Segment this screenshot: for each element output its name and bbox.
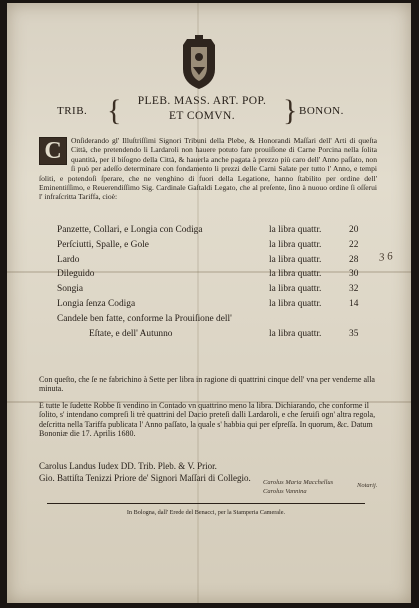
tariff-price: 35 [349, 328, 359, 339]
tariff-item: Eſtate, e dell' Autunno [89, 328, 173, 339]
tariff-item: Perſciutti, Spalle, e Gole [57, 239, 149, 250]
header-center-line: ET COMVN. [168, 110, 235, 122]
tariff-list [57, 225, 377, 343]
tariff-unit: la libra quattr. [269, 269, 322, 280]
preamble-text: Onſiderando gl' Illuſtriſſimi Signori Tribuni della Plebe, & Honorandi Maſſari dell' Arti di queſta Città, che pretendendo li Lardaroli non hauere potuto fare prouiſione di Carne Porcina nella ſolita quantità, per il biſogno della Città, & hauerla anche pagata à prezzo più caro dell' Anno paſſato, non ſi può per adeſſo determinare con fondamento li prezzi delle Carni Salate per tutto l' Anno, e tempi ſoliti, e potendoſi ſperare, che ne venghino di fuori della Legatione, hanno ſtabilito per ordine dell' Eminentiſſimo, e Reuerendiſſimo Sig. Cardinale Gaſtaldi Legato, che al preſente, ſino à nuouo ordine ſi oſſerui l' infraſcritta Tariffa, cioè: [39, 136, 377, 202]
handwritten-margin-note: 3 6 [378, 250, 394, 264]
tariff-unit: la libra quattr. [269, 239, 322, 250]
signatory-line: Gio. Battiſta Tenizzi Priore de' Signori Maſſari di Collegio. [39, 473, 251, 483]
tariff-row [57, 299, 377, 314]
tariff-unit: la libra quattr. [269, 328, 322, 339]
right-brace-icon: } [283, 94, 298, 127]
tariff-row [57, 255, 377, 270]
tariff-row [57, 240, 377, 255]
candle-paragraph: Con queſto, che ſe ne fabrichino à Sette per libra in ragione di quattrini cinque dell' vna per venderne alla minuta. [39, 375, 375, 394]
signatory-line: Carolus Landus Iudex DD. Trib. Pleb. & V. Prior. [39, 461, 217, 471]
tariff-price: 32 [349, 284, 359, 295]
tariff-row [57, 314, 377, 329]
tariff-price: 20 [349, 225, 359, 235]
proclamation-header [7, 93, 411, 133]
tariff-row [57, 329, 377, 344]
provisions-paragraph: E tutte le ſudette Robbe ſi vendino in Contado vn quattrino meno la libra. Dichiarando, che conforme il ſolito, s' intendano compreſi li trè quattrini del Dacio preteſi dalli Lardaroli, e che ſeruiſi ogn' altra regola, deſcritta nella Tariffa publicata l' Anno paſſato, la quale s' habbia qui per eſpreſſa. In quorum, &c. Datum Bononiæ die 17. Aprilis 1680. [39, 401, 376, 439]
notary-name: Carolus Maria Macchellus [263, 479, 334, 486]
tariff-item: Songia [57, 284, 84, 295]
header-left-text: TRIB. [57, 105, 88, 117]
tariff-unit: la libra quattr. [269, 225, 322, 235]
tariff-item: Dileguido [57, 269, 95, 280]
tariff-item: Panzette, Collari, e Longia con Codiga [57, 225, 203, 235]
tariff-row [57, 269, 377, 284]
tariff-price: 14 [349, 298, 359, 309]
divider-rule [47, 503, 365, 504]
tariff-price: 22 [349, 239, 359, 250]
tariff-price: 30 [349, 269, 359, 280]
preamble-paragraph [39, 136, 377, 202]
header-center-line: PLEB. MASS. ART. POP. [137, 95, 267, 107]
tariff-row [57, 225, 377, 240]
notary-role: Notarij. [357, 482, 378, 489]
left-brace-icon: { [107, 94, 122, 127]
printed-notice-sheet [7, 3, 411, 603]
coat-of-arms-icon [179, 35, 219, 91]
tariff-item: Longia ſenza Codiga [57, 298, 136, 309]
tariff-unit: la libra quattr. [269, 254, 322, 265]
decorated-initial: C [39, 137, 67, 165]
header-right-text: BONON. [299, 105, 344, 117]
notary-names [263, 478, 333, 496]
tariff-row [57, 284, 377, 299]
tariff-unit: la libra quattr. [269, 298, 322, 309]
notary-name: Carolus Vannina [263, 488, 307, 495]
printer-imprint: In Bologna, dall' Erede del Benacci, per la Stamperia Camerale. [126, 509, 286, 516]
tariff-item: Candele ben fatte, conforme la Prouiſione dell' [57, 313, 232, 324]
tariff-item: Lardo [57, 254, 80, 265]
header-center-text [121, 94, 283, 124]
tariff-unit: la libra quattr. [269, 284, 322, 295]
tariff-price: 28 [349, 254, 359, 265]
